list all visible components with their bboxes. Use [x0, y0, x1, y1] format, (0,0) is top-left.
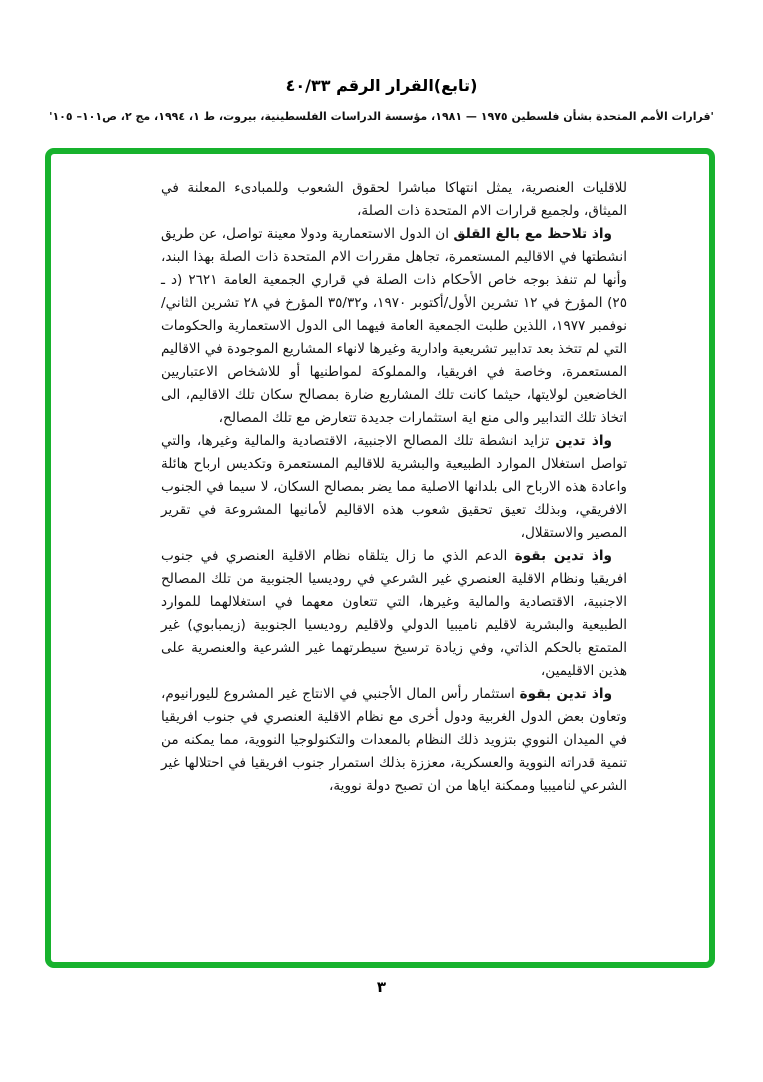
- paragraph-lead: واذ تدين: [555, 433, 612, 449]
- paragraph-lead: واذ تدين بقوة: [514, 548, 612, 564]
- page-title: (تابع)القرار الرقم ٤٠/٣٣: [285, 76, 478, 95]
- page-number: ٣: [376, 978, 387, 996]
- paragraph-lead: واذ تدين بقوة: [519, 686, 613, 702]
- paragraph-text: استثمار رأس المال الأجنبي في الانتاج غير المشروع لليورانيوم، وتعاون بعض الدول الغربية ودول أخرى مع نظام الاقلية العنصري في جنوب افريقيا في الميدان النووي بتزويد ذلك النظام بالمعدات والتكنولوجيا النووية، مما يمكنه من تنمية قدراته النووية والعسكرية، معززة بذلك استمرار جنوب افريقيا في احتلالها غير الشرعي لناميبيا وممكنة اياها من ان تصبح دولة نووية،: [161, 686, 627, 794]
- paragraph-continuation: [161, 177, 627, 223]
- resolution-body: [161, 177, 627, 798]
- paragraph-text: تزايد انشطة تلك المصالح الاجنبية، الاقتصادية والمالية وغيرها، والتي تواصل استغلال الموارد الطبيعية والبشرية للاقاليم المستعمرة وتكديس ارباح هائلة واعادة هذه الارباح الى بلدانها الاصلية مما يضر بمصالح السكان، لا سيما في الجنوب الافريقي، وبذلك تعيق تحقيق شعوب هذه الاقاليم لأمانيها المشروعة في تقرير المصير والاستقلال،: [161, 433, 627, 541]
- paragraph-lead: واذ تلاحظ مع بالغ القلق: [453, 226, 612, 242]
- paragraph-strongly-condemning-investment: [161, 683, 627, 798]
- paragraph-text: ان الدول الاستعمارية ودولا معينة تواصل، عن طريق انشطتها في الاقاليم المستعمرة، تجاهل مقررات الام المتحدة ذات الصلة بهذا البند، وأنها لم تنفذ بوجه خاص الأحكام ذات الصلة في قراري الجمعية العامة ٢٦٢١ (د ـ ٢٥) المؤرخ في ١٢ تشرين الأول/أكتوبر ١٩٧٠، و٣٥/٣٢ المؤرخ في ٢٨ تشرين الثاني/نوفمبر ١٩٧٧، اللذين طلبت الجمعية العامة فيهما الى الدول الاستعمارية والحكومات التي لم تتخذ بعد تدابير تشريعية وادارية وغيرها لانهاء المشاريع الموجودة في الاقاليم المستعمرة، وخاصة في افريقيا، والمملوكة لمواطنيها أو للاشخاص الاعتباريين الخاضعين لولايتها، حيثما كانت تلك المشاريع ضارة بمصالح سكان تلك الاقاليم، الى اتخاذ تلك التدابير والى منع اية استثمارات جديدة تتعارض مع تلك المصالح،: [161, 226, 627, 426]
- paragraph-condemning: [161, 430, 627, 545]
- paragraph-strongly-condemning-support: [161, 545, 627, 683]
- paragraph-text: للاقليات العنصرية، يمثل انتهاكا مباشرا لحقوق الشعوب وللمبادىء المعلنة في الميثاق، ولجميع قرارات الام المتحدة ذات الصلة،: [161, 180, 627, 219]
- citation-subtitle: 'قرارات الأمم المتحدة بشأن فلسطين ١٩٧٥ — ١٩٨١، مؤسسة الدراسات الفلسطينية، بيروت، ط ١، ١٩٩٤، مج ٢، ص١٠١– ١٠٥': [49, 110, 714, 123]
- paragraph-noting-with-concern: [161, 223, 627, 430]
- paragraph-text: الدعم الذي ما زال يتلقاه نظام الاقلية العنصري في جنوب افريقيا ونظام الاقلية العنصري غير الشرعي في روديسيا الجنوبية من تلك المصالح الاجنبية، الاقتصادية والمالية وغيرها، التي تتعاون معهما في استغلالهما للموارد الطبيعية والبشرية لاقليم ناميبيا الدولي ولاقليم روديسيا الجنوبية (زيمبابوي) غير المتمتع بالحكم الذاتي، وفي زيادة ترسيخ سيطرتهما غير الشرعية والعنصرية على هذين الاقليمين،: [161, 548, 627, 679]
